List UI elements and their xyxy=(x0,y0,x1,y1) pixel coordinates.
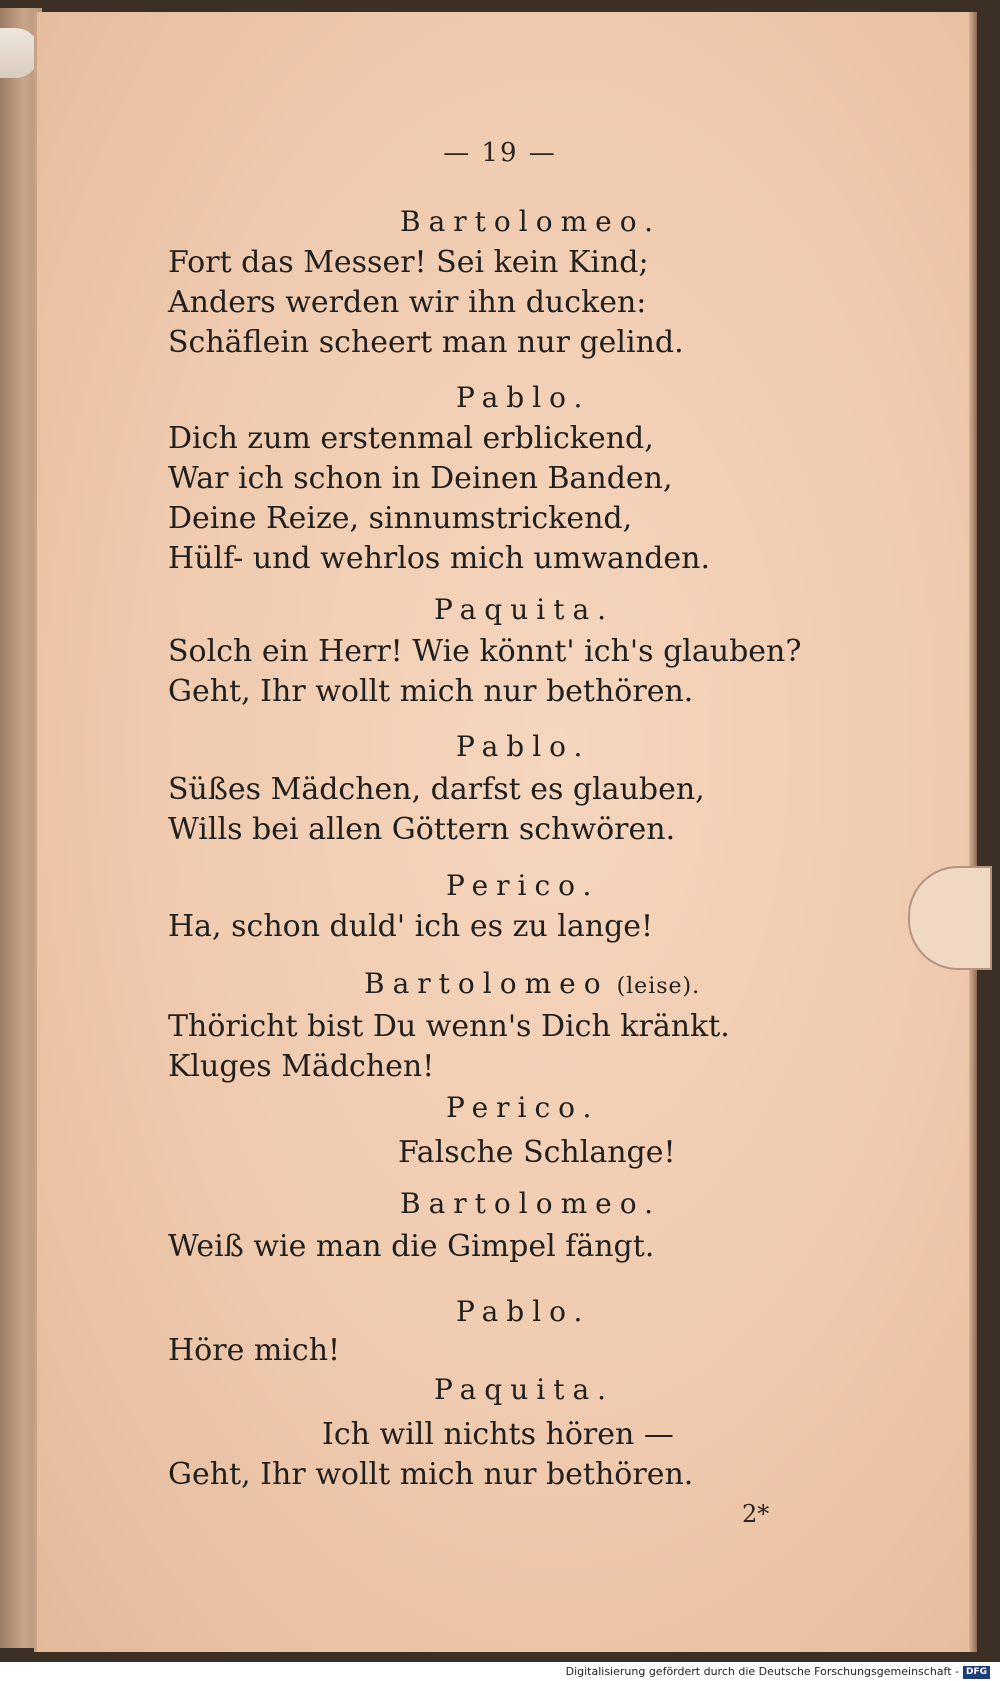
speaker-name: Paquita. xyxy=(434,593,615,626)
verse-line: Thöricht bist Du wenn's Dich kränkt. xyxy=(168,1009,730,1044)
verse-line: Geht, Ihr wollt mich nur bethören. xyxy=(168,674,694,709)
verse-line: Schäflein scheert man nur gelind. xyxy=(168,325,684,360)
speaker-name: Pablo. xyxy=(456,1295,591,1328)
verse-line: Süßes Mädchen, darfst es glauben, xyxy=(168,772,705,807)
verse-line: War ich schon in Deinen Banden, xyxy=(168,461,673,496)
signature-mark: 2* xyxy=(742,1500,770,1528)
speaker-name: Pablo. xyxy=(456,730,591,763)
verse-line: Geht, Ihr wollt mich nur bethören. xyxy=(168,1457,694,1492)
digitization-footer xyxy=(566,1663,990,1681)
speaker-name: Bartolomeo xyxy=(364,967,609,1000)
verse-line: Weiß wie man die Gimpel fängt. xyxy=(168,1229,655,1264)
verse-line: Ich will nichts hören — xyxy=(322,1417,674,1452)
speaker-name: Bartolomeo. xyxy=(400,1187,661,1220)
speaker-name-with-aside xyxy=(364,967,701,1000)
verse-line: Hülf- und wehrlos mich umwanden. xyxy=(168,541,711,576)
page-right-edge xyxy=(969,12,977,1652)
footer-text: Digitalisierung gefördert durch die Deutsche Forschungsgemeinschaft - xyxy=(565,1665,959,1678)
dfg-logo: DFG xyxy=(963,1666,990,1679)
verse-line: Ha, schon duld' ich es zu lange! xyxy=(168,909,654,944)
verse-line: Solch ein Herr! Wie könnt' ich's glauben? xyxy=(168,634,802,669)
speaker-name: Perico. xyxy=(446,869,600,902)
verse-line: Anders werden wir ihn ducken: xyxy=(168,285,647,320)
verse-line: Wills bei allen Göttern schwören. xyxy=(168,812,676,847)
stage-direction: (leise). xyxy=(616,974,701,999)
speaker-name: Bartolomeo. xyxy=(400,205,661,238)
speaker-name: Paquita. xyxy=(434,1373,615,1406)
verse-line: Fort das Messer! Sei kein Kind; xyxy=(168,245,649,280)
verse-line: Deine Reize, sinnumstrickend, xyxy=(168,501,633,536)
speaker-name: Pablo. xyxy=(456,381,591,414)
page-number: — 19 — xyxy=(443,138,557,168)
verse-line: Falsche Schlange! xyxy=(398,1135,676,1170)
speaker-name: Perico. xyxy=(446,1091,600,1124)
verse-line: Höre mich! xyxy=(168,1333,341,1368)
verse-line: Dich zum erstenmal erblickend, xyxy=(168,421,654,456)
verse-line: Kluges Mädchen! xyxy=(168,1049,435,1084)
